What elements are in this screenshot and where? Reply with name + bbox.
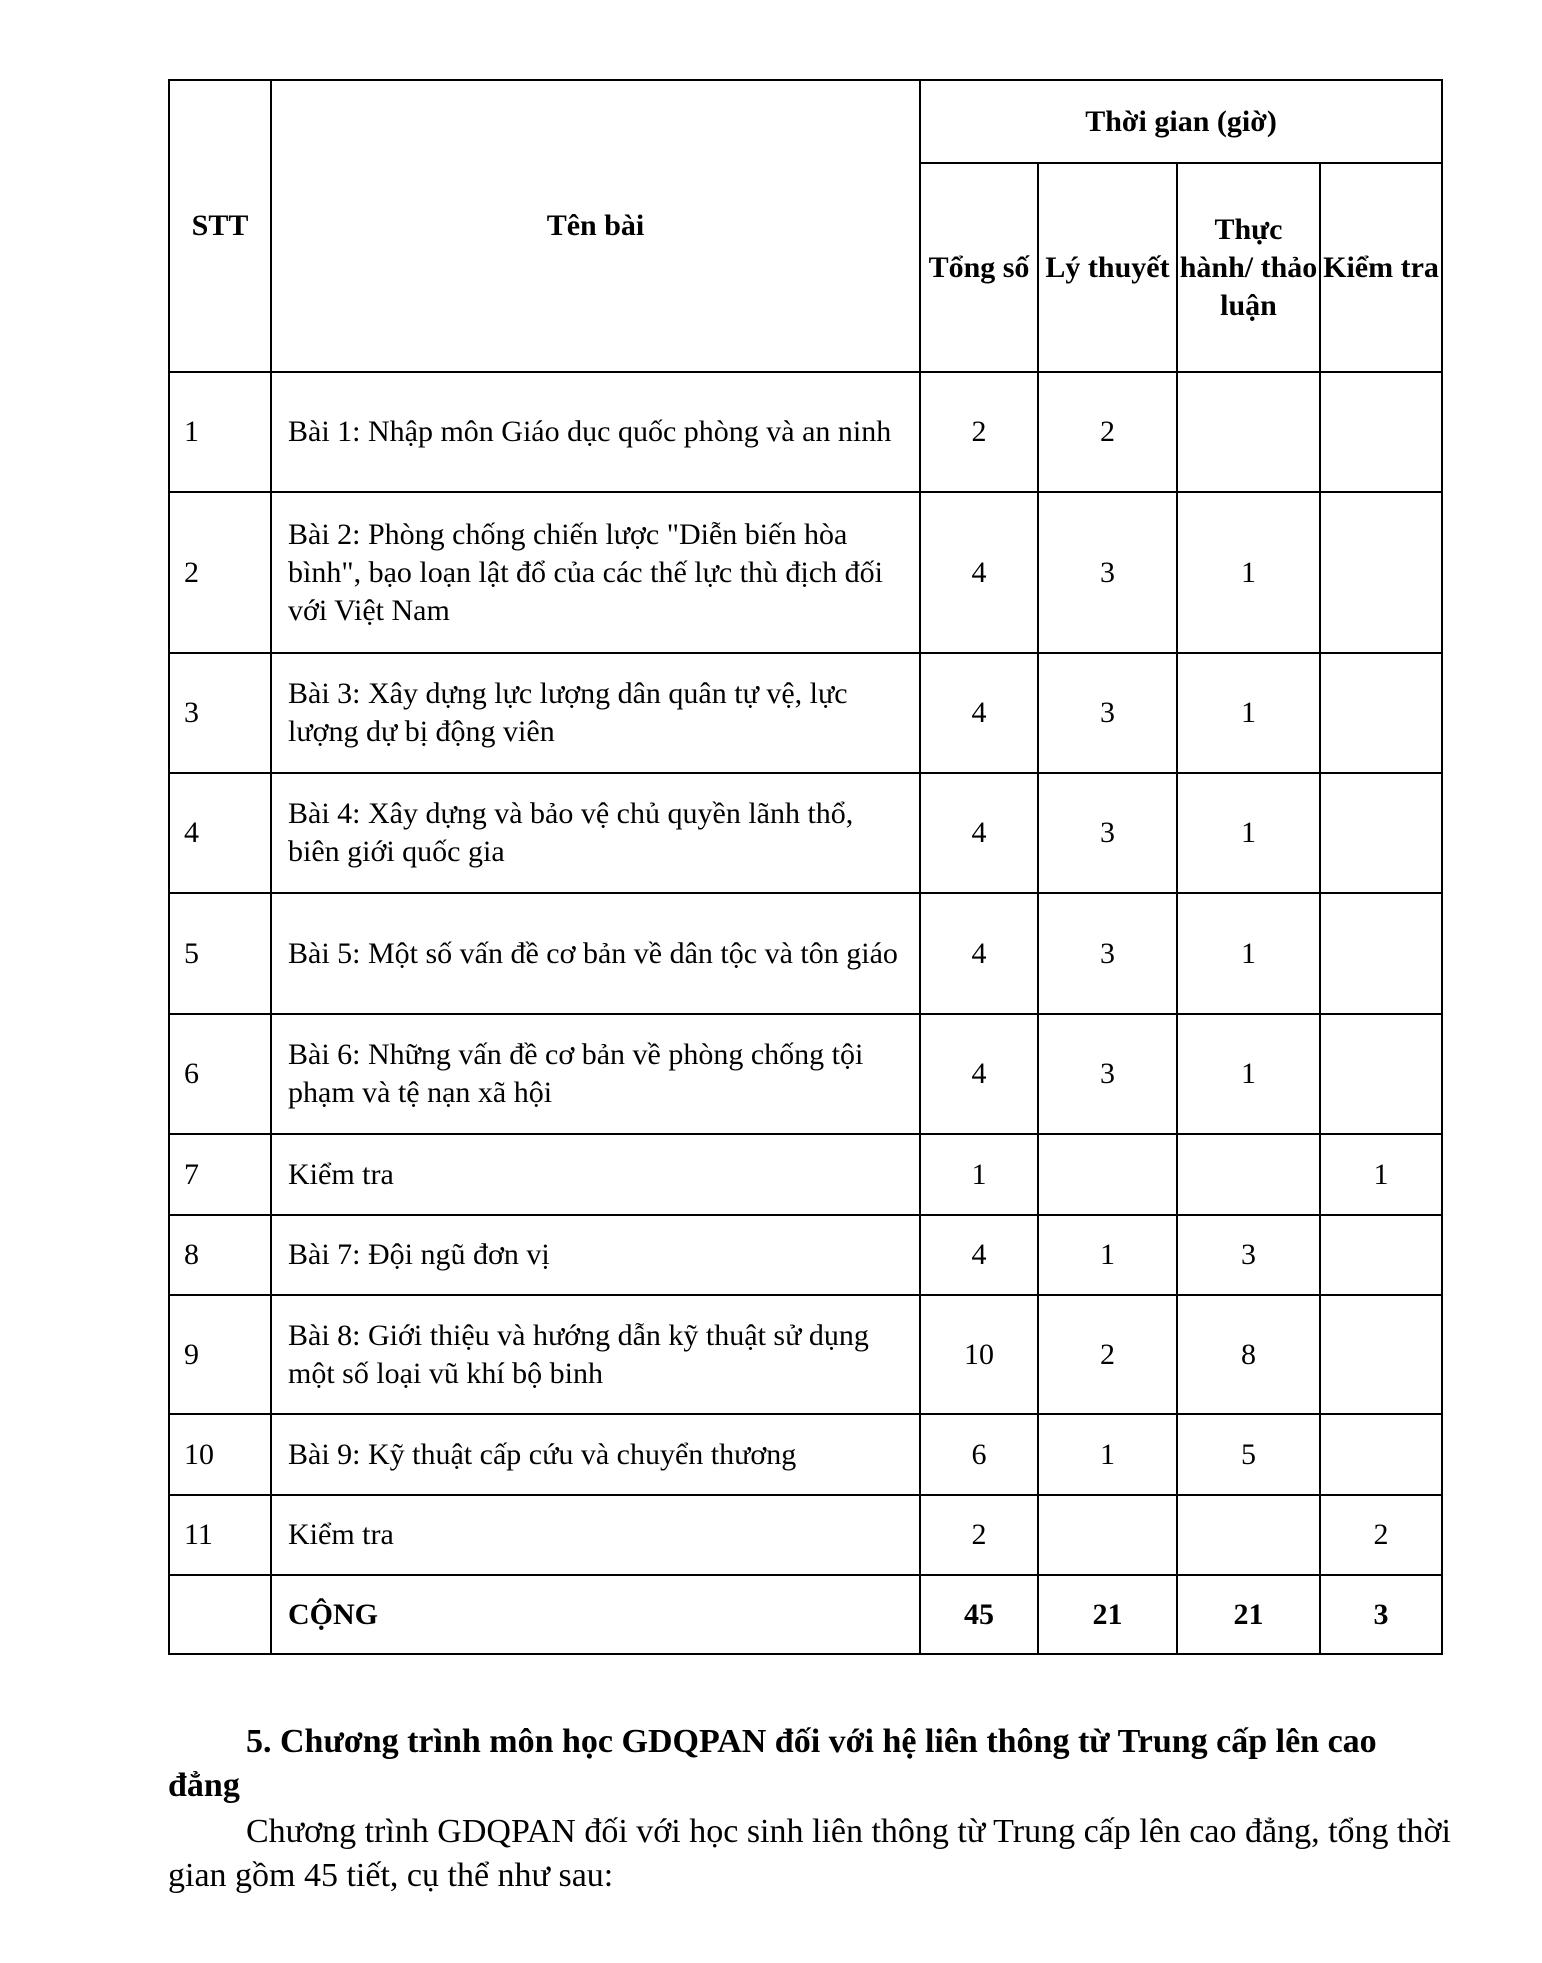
cell-total: 4 [920, 1014, 1038, 1134]
header-time-group: Thời gian (giờ) [920, 80, 1442, 163]
cell-theory: 2 [1038, 1295, 1177, 1414]
curriculum-table [168, 79, 1443, 1655]
cell-name: Bài 2: Phòng chống chiến lược "Diễn biến hòa bình", bạo loạn lật đổ của các thế lực thù địch đối với Việt Nam [271, 492, 920, 653]
cell-practice [1177, 372, 1320, 492]
header-total: Tổng số [920, 163, 1038, 372]
cell-theory: 1 [1038, 1215, 1177, 1295]
table-row [169, 1295, 1442, 1414]
cell-stt: 4 [169, 773, 271, 893]
cell-theory: 3 [1038, 653, 1177, 773]
cell-practice: 1 [1177, 773, 1320, 893]
cell-name: Bài 6: Những vấn đề cơ bản về phòng chống tội phạm và tệ nạn xã hội [271, 1014, 920, 1134]
cell-exam [1320, 372, 1442, 492]
cell-exam: 1 [1320, 1134, 1442, 1215]
cell-practice: 1 [1177, 653, 1320, 773]
cell-theory: 3 [1038, 492, 1177, 653]
header-row-1 [169, 80, 1442, 163]
table-row [169, 372, 1442, 492]
cell-name: Bài 4: Xây dựng và bảo vệ chủ quyền lãnh thổ, biên giới quốc gia [271, 773, 920, 893]
cell-practice [1177, 1134, 1320, 1215]
cell-total: 4 [920, 1215, 1038, 1295]
cell-name: Bài 1: Nhập môn Giáo dục quốc phòng và an ninh [271, 372, 920, 492]
cell-name: Bài 7: Đội ngũ đơn vị [271, 1215, 920, 1295]
cell-total: 2 [920, 372, 1038, 492]
total-total: 45 [920, 1575, 1038, 1654]
table-row [169, 773, 1442, 893]
cell-exam [1320, 653, 1442, 773]
cell-practice: 1 [1177, 492, 1320, 653]
cell-total: 6 [920, 1414, 1038, 1495]
cell-total: 4 [920, 492, 1038, 653]
cell-theory: 1 [1038, 1414, 1177, 1495]
cell-total: 4 [920, 773, 1038, 893]
cell-total: 2 [920, 1495, 1038, 1575]
cell-name: Bài 5: Một số vấn đề cơ bản về dân tộc và tôn giáo [271, 893, 920, 1014]
cell-name: Kiểm tra [271, 1495, 920, 1575]
table-row [169, 893, 1442, 1014]
cell-stt: 11 [169, 1495, 271, 1575]
cell-exam [1320, 773, 1442, 893]
cell-total: 4 [920, 653, 1038, 773]
cell-practice: 3 [1177, 1215, 1320, 1295]
cell-exam [1320, 1215, 1442, 1295]
cell-stt: 9 [169, 1295, 271, 1414]
cell-total: 10 [920, 1295, 1038, 1414]
cell-practice: 8 [1177, 1295, 1320, 1414]
section-heading [168, 1720, 1448, 1808]
total-theory: 21 [1038, 1575, 1177, 1654]
cell-theory: 3 [1038, 893, 1177, 1014]
cell-exam [1320, 893, 1442, 1014]
total-row [169, 1575, 1442, 1654]
cell-stt: 10 [169, 1414, 271, 1495]
table-row [169, 1134, 1442, 1215]
table-row [169, 492, 1442, 653]
header-theory: Lý thuyết [1038, 163, 1177, 372]
section-heading-text: 5. Chương trình môn học GDQPAN đối với hệ liên thông từ Trung cấp lên cao đẳng [168, 1723, 1377, 1804]
header-exam: Kiểm tra [1320, 163, 1442, 372]
table-row [169, 1014, 1442, 1134]
cell-stt: 1 [169, 372, 271, 492]
cell-name: Bài 9: Kỹ thuật cấp cứu và chuyển thương [271, 1414, 920, 1495]
cell-practice: 1 [1177, 1014, 1320, 1134]
cell-exam [1320, 1014, 1442, 1134]
table-row [169, 1414, 1442, 1495]
cell-stt: 3 [169, 653, 271, 773]
cell-name: Bài 3: Xây dựng lực lượng dân quân tự vệ, lực lượng dự bị động viên [271, 653, 920, 773]
table-row [169, 653, 1442, 773]
total-label: CỘNG [271, 1575, 920, 1654]
cell-theory: 3 [1038, 1014, 1177, 1134]
cell-exam [1320, 1295, 1442, 1414]
cell-exam [1320, 1414, 1442, 1495]
section-paragraph-text: Chương trình GDQPAN đối với học sinh liên thông từ Trung cấp lên cao đẳng, tổng thời gian gồm 45 tiết, cụ thể như sau: [168, 1813, 1451, 1894]
cell-stt: 2 [169, 492, 271, 653]
cell-stt: 8 [169, 1215, 271, 1295]
cell-practice: 5 [1177, 1414, 1320, 1495]
total-practice: 21 [1177, 1575, 1320, 1654]
cell-name: Bài 8: Giới thiệu và hướng dẫn kỹ thuật sử dụng một số loại vũ khí bộ binh [271, 1295, 920, 1414]
header-practice: Thực hành/ thảo luận [1177, 163, 1320, 372]
cell-stt: 6 [169, 1014, 271, 1134]
total-exam: 3 [1320, 1575, 1442, 1654]
section-paragraph [168, 1810, 1458, 1898]
cell-theory [1038, 1495, 1177, 1575]
cell-practice [1177, 1495, 1320, 1575]
cell-stt: 7 [169, 1134, 271, 1215]
cell-name: Kiểm tra [271, 1134, 920, 1215]
table-row [169, 1215, 1442, 1295]
cell-exam: 2 [1320, 1495, 1442, 1575]
total-stt [169, 1575, 271, 1654]
cell-theory [1038, 1134, 1177, 1215]
table-row [169, 1495, 1442, 1575]
cell-theory: 3 [1038, 773, 1177, 893]
cell-stt: 5 [169, 893, 271, 1014]
cell-practice: 1 [1177, 893, 1320, 1014]
header-stt: STT [169, 80, 271, 372]
cell-total: 4 [920, 893, 1038, 1014]
cell-theory: 2 [1038, 372, 1177, 492]
cell-exam [1320, 492, 1442, 653]
cell-total: 1 [920, 1134, 1038, 1215]
header-name: Tên bài [271, 80, 920, 372]
